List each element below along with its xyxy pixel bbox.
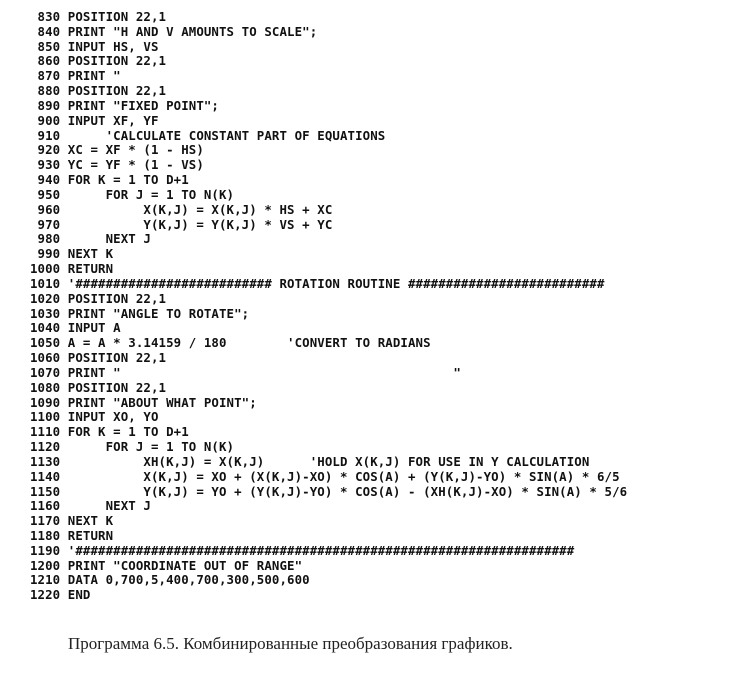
code-listing xyxy=(30,10,734,603)
code-line: 940 FOR K = 1 TO D+1 xyxy=(30,172,189,188)
code-line: 990 NEXT K xyxy=(30,246,114,262)
code-line: 1150 Y(K,J) = YO + (Y(K,J)-YO) * COS(A) - (XH(K,J)-XO) * SIN(A) * 5/6 xyxy=(30,483,628,499)
code-line: 930 YC = YF * (1 - VS) xyxy=(30,157,204,173)
code-line: 1090 PRINT "ABOUT WHAT POINT"; xyxy=(30,394,257,410)
figure-caption: Программа 6.5. Комбинированные преобразования графиков. xyxy=(68,634,513,653)
code-line: 870 PRINT " xyxy=(30,68,121,84)
code-line: 900 INPUT XF, YF xyxy=(30,112,159,128)
code-line: 970 Y(K,J) = Y(K,J) * VS + YC xyxy=(30,216,333,232)
code-line: 1010 '########################## ROTATION ROUTINE ########################## xyxy=(30,275,605,291)
code-line: 850 INPUT HS, VS xyxy=(30,38,159,54)
code-line: 1130 XH(K,J) = X(K,J) 'HOLD X(K,J) FOR USE IN Y CALCULATION xyxy=(30,453,590,469)
code-line: 1190 '################################################################## xyxy=(30,542,575,558)
code-line: 980 NEXT J xyxy=(30,231,151,247)
code-line: 830 POSITION 22,1 xyxy=(30,10,167,24)
code-line: 960 X(K,J) = X(K,J) * HS + XC xyxy=(30,201,333,217)
code-line: 1070 PRINT " " xyxy=(30,364,461,380)
code-line: 1160 NEXT J xyxy=(30,498,151,514)
code-line: 840 PRINT "H AND V AMOUNTS TO SCALE"; xyxy=(30,23,318,39)
code-line: 950 FOR J = 1 TO N(K) xyxy=(30,186,235,202)
code-line: 1040 INPUT A xyxy=(30,320,121,336)
code-line: 1000 RETURN xyxy=(30,261,114,277)
code-line: 1060 POSITION 22,1 xyxy=(30,350,167,366)
code-line: 1200 PRINT "COORDINATE OUT OF RANGE" xyxy=(30,557,303,573)
code-line: 1210 DATA 0,700,5,400,700,300,500,600 xyxy=(30,572,310,588)
code-line: 920 XC = XF * (1 - HS) xyxy=(30,142,204,158)
code-line: 1120 FOR J = 1 TO N(K) xyxy=(30,439,235,455)
code-line: 860 POSITION 22,1 xyxy=(30,53,167,69)
code-line: 1050 A = A * 3.14159 / 180 'CONVERT TO RADIANS xyxy=(30,335,431,351)
code-line: 1100 INPUT XO, YO xyxy=(30,409,159,425)
code-line: 1220 END xyxy=(30,587,91,603)
code-line: 910 'CALCULATE CONSTANT PART OF EQUATIONS xyxy=(30,127,386,143)
code-line: 1140 X(K,J) = XO + (X(K,J)-XO) * COS(A) + (Y(K,J)-YO) * SIN(A) * 6/5 xyxy=(30,468,620,484)
code-line: 1080 POSITION 22,1 xyxy=(30,379,167,395)
code-line: 1110 FOR K = 1 TO D+1 xyxy=(30,424,189,440)
code-line: 1030 PRINT "ANGLE TO ROTATE"; xyxy=(30,305,250,321)
code-line: 880 POSITION 22,1 xyxy=(30,83,167,99)
code-line: 890 PRINT "FIXED POINT"; xyxy=(30,97,219,113)
code-line: 1170 NEXT K xyxy=(30,513,114,529)
code-line: 1020 POSITION 22,1 xyxy=(30,290,167,306)
code-line: 1180 RETURN xyxy=(30,527,114,543)
